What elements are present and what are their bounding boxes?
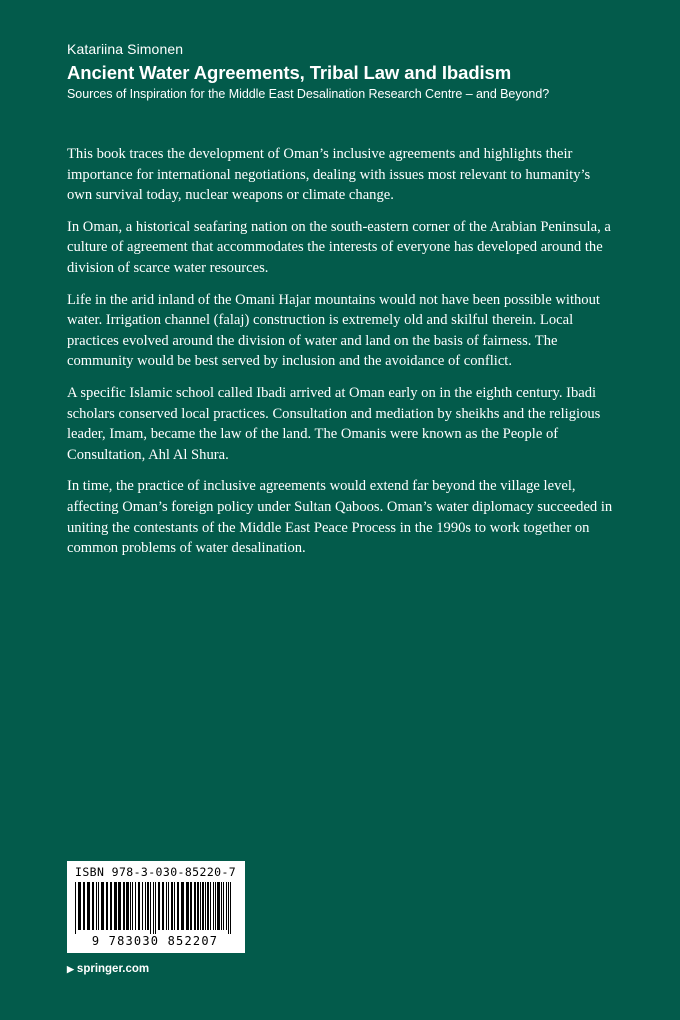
isbn-label: ISBN 978-3-030-85220-7 bbox=[75, 865, 237, 879]
book-title: Ancient Water Agreements, Tribal Law and Ibadism bbox=[67, 62, 512, 83]
isbn-barcode bbox=[67, 861, 245, 953]
cover-header bbox=[67, 40, 627, 103]
blurb-paragraph: In time, the practice of inclusive agreements would extend far beyond the village level, affecting Oman’s foreign policy under Sultan Qaboos. Oman’s water diplomacy succeeded in uniting the contestants of the Middle East Peace Process in the 1990s to work together on common problems of water desalination. bbox=[67, 478, 613, 557]
blurb-paragraph: This book traces the development of Oman’s inclusive agreements and highlights their importance for international negotiations, dealing with issues most relevant to humanity’s own survival today, nuclear weapons or climate change. bbox=[67, 146, 591, 204]
publisher-url: springer.com bbox=[76, 963, 150, 975]
blurb bbox=[67, 144, 615, 570]
publisher-link[interactable] bbox=[67, 962, 149, 976]
barcode-bars bbox=[73, 882, 237, 934]
arrow-right-icon: ▶ bbox=[67, 964, 74, 974]
barcode-digits: 9 783030 852207 bbox=[91, 934, 219, 948]
blurb-paragraph: A specific Islamic school called Ibadi arrived at Oman early on in the eighth century. Ibadi scholars conserved local practices. Consultation and mediation by sheikhs and the religious leader, Imam, became the law of the land. The Omanis were known as the People of Consultation, Ahl Al Shura. bbox=[67, 384, 601, 463]
blurb-paragraph: In Oman, a historical seafaring nation on the south-eastern corner of the Arabian Peninsula, a culture of agreement that accommodates the interests of everyone has developed around the division of scarce water resources. bbox=[67, 218, 611, 276]
book-subtitle: Sources of Inspiration for the Middle East Desalination Research Centre – and Beyond? bbox=[67, 87, 550, 101]
author-name: Katariina Simonen bbox=[67, 41, 184, 57]
blurb-paragraph: Life in the arid inland of the Omani Hajar mountains would not have been possible without water. Irrigation channel (falaj) construction is extremely old and skilful therein. Local practices evolved around the division of water and land on the basis of fairness. The community would be best served by inclusion and the avoidance of conflict. bbox=[67, 291, 600, 370]
